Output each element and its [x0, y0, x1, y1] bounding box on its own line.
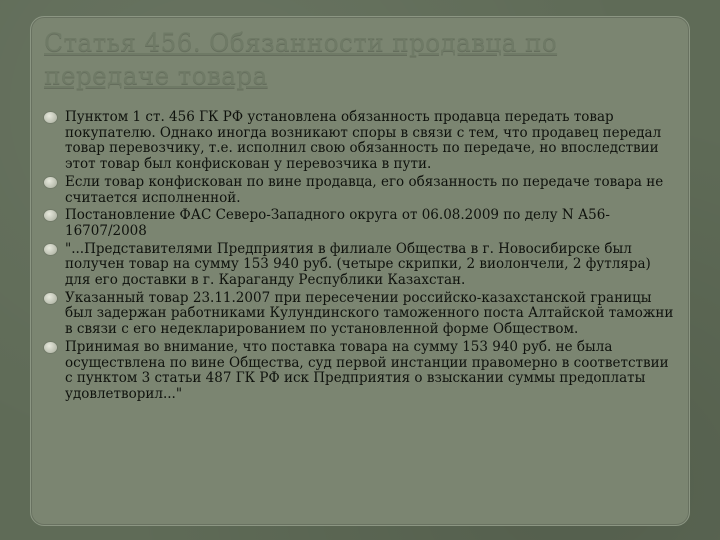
bullet-item: [44, 242, 680, 289]
bullet-text: Пунктом 1 ст. 456 ГК РФ установлена обязанность продавца передать товар покупателю. Однако иногда возникают споры в связи с тем, что продавец передал товар перевозчику, т.е. исполнил свою обязанность по передаче, но впоследствии этот товар был конфискован у перевозчика в пути.: [65, 109, 662, 173]
bullet-text: Принимая во внимание, что поставка товара на сумму 153 940 руб. не была осуществлена по вине Общества, суд первой инстанции правомерно в соответствии с пунктом 3 статьи 487 ГК РФ иск Предприятия о взыскании суммы предоплаты удовлетворил...": [65, 338, 669, 402]
slide-title: Статья 456. Обязанности продавца по передаче товара: [44, 28, 558, 90]
bullet-icon: [44, 293, 57, 304]
bullet-text: Если товар конфискован по вине продавца, его обязанность по передаче товара не считается исполненной.: [65, 173, 664, 206]
bullet-item: [44, 110, 680, 173]
bullet-icon: [44, 112, 57, 123]
bullet-text: Указанный товар 23.11.2007 при пересечении российско-казахстанской границы был задержан работниками Кулундинского таможенного поста Алтайской таможни в связи с его недекларированием по установленной форме Обществом.: [65, 289, 674, 338]
bullet-item: [44, 208, 680, 239]
bullet-list: [44, 110, 680, 403]
bullet-text: Постановление ФАС Северо-Западного округа от 06.08.2009 по делу N А56-16707/2008: [65, 207, 610, 239]
bullet-item: [44, 340, 680, 403]
bullet-item: [44, 291, 680, 338]
slide-content: [44, 110, 680, 405]
bullet-icon: [44, 210, 57, 221]
bullet-text: "...Представителями Предприятия в филиале Общества в г. Новосибирске был получен товар на сумму 153 940 руб. (четыре скрипки, 2 виолончели, 2 футляра) для его доставки в г. Караганду Республики Казахстан.: [65, 240, 651, 289]
bullet-icon: [44, 342, 57, 353]
bullet-icon: [44, 244, 57, 255]
bullet-icon: [44, 177, 57, 188]
bullet-item: [44, 175, 680, 206]
